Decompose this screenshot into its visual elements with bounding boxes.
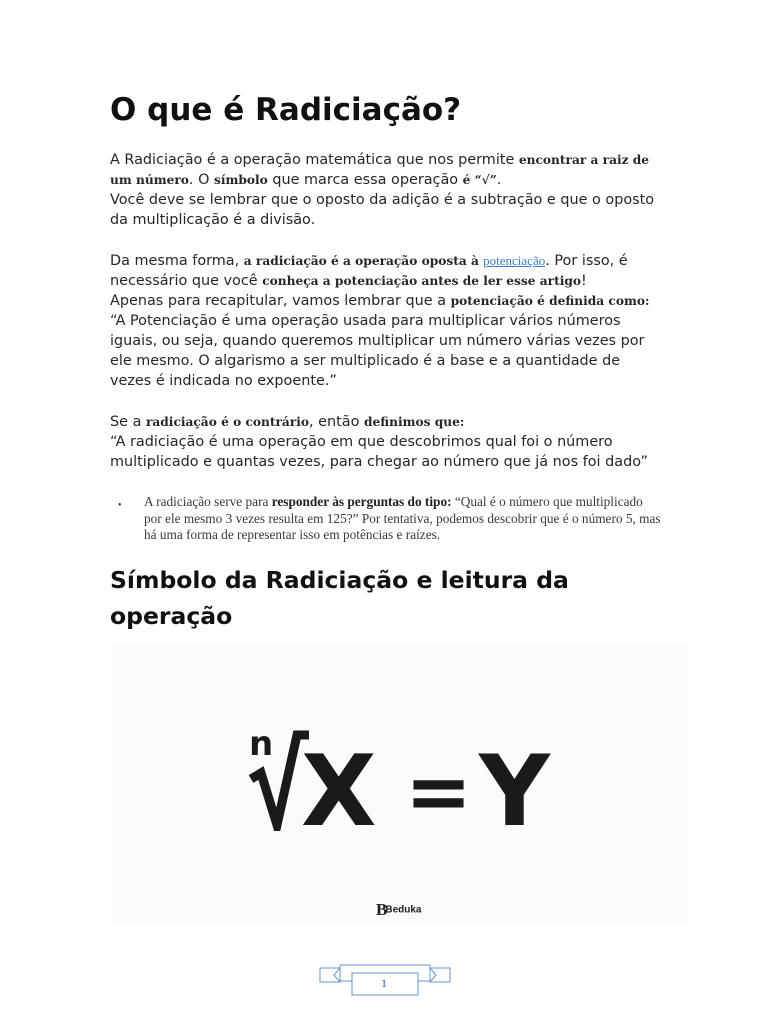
text-run: que marca essa operação: [267, 172, 463, 188]
radiciacao-figure: [112, 643, 689, 925]
list-item: [118, 494, 663, 544]
text-run: Da mesma forma,: [110, 253, 244, 269]
page-number: 1: [381, 976, 387, 990]
quote-potenciacao: “A Potenciação é uma operação usada para multiplicar vários números iguais, ou seja, quando queremos multiplicar um número várias vezes por ele mesmo. O algarismo a ser multiplicado é a base e a quantidade de vezes é indicada no expoente.”: [110, 313, 645, 389]
bold-run: conheça a potenciação antes de ler esse artigo: [262, 274, 581, 288]
text-run: . Por isso, é necessário que você: [110, 253, 628, 289]
bold-run: responder às perguntas do tipo:: [271, 494, 452, 509]
equals-sign: =: [405, 745, 473, 831]
quote-radiciacao: “A radiciação é uma operação em que descobrimos qual foi o número multiplicado e quantas vezes, para chegar ao número que já nos foi dado”: [110, 434, 648, 470]
index-n: n: [249, 724, 274, 764]
text-run: .: [496, 172, 502, 188]
logo-mark-icon: B: [376, 900, 388, 919]
radicand-x: X: [301, 735, 377, 831]
paragraph-intro: [110, 150, 658, 230]
bold-run: é “√”: [462, 173, 497, 187]
list-item-text: [144, 494, 663, 544]
bold-run: símbolo: [213, 173, 268, 187]
text-run: Se a: [110, 414, 146, 430]
potenciacao-link[interactable]: potenciação: [483, 253, 546, 268]
page-title: O que é Radiciação?: [110, 92, 462, 128]
paragraph-potenciacao: [110, 251, 658, 391]
beduka-logo: [376, 900, 421, 920]
bold-run: definimos que:: [363, 415, 465, 429]
bold-run: potenciação é definida como:: [450, 294, 650, 308]
text-run: A radiciação serve para: [144, 494, 272, 509]
bold-run: encontrar a raiz de um número: [110, 153, 650, 187]
text-run: “Qual é o número que multiplicado por ele mesmo 3 vezes resulta em 125?” Por tentativa, podemos descobrir que é o número 5, mas há uma forma de representar isso em potências e raízes.: [144, 494, 661, 543]
text-run: Apenas para recapitular, vamos lembrar que a: [110, 293, 451, 309]
text-run: , então: [308, 414, 364, 430]
section-heading: Símbolo da Radiciação e leitura da operação: [110, 566, 569, 630]
bold-run: a radiciação é a operação oposta à: [243, 254, 484, 268]
text-run: !: [580, 273, 587, 289]
text-run: . O: [188, 172, 214, 188]
bold-run: radiciação é o contrário: [145, 415, 309, 429]
formula-graphic: [247, 721, 557, 831]
logo-label: Beduka: [385, 904, 422, 916]
result-y: Y: [479, 735, 550, 831]
bullet-icon: •: [118, 500, 122, 511]
text-run: A Radiciação é a operação matemática que nos permite: [110, 152, 519, 168]
text-run: Você deve se lembrar que o oposto da adição é a subtração e que o oposto da multiplicação é a divisão.: [110, 192, 655, 228]
paragraph-radiciacao: [110, 412, 658, 472]
